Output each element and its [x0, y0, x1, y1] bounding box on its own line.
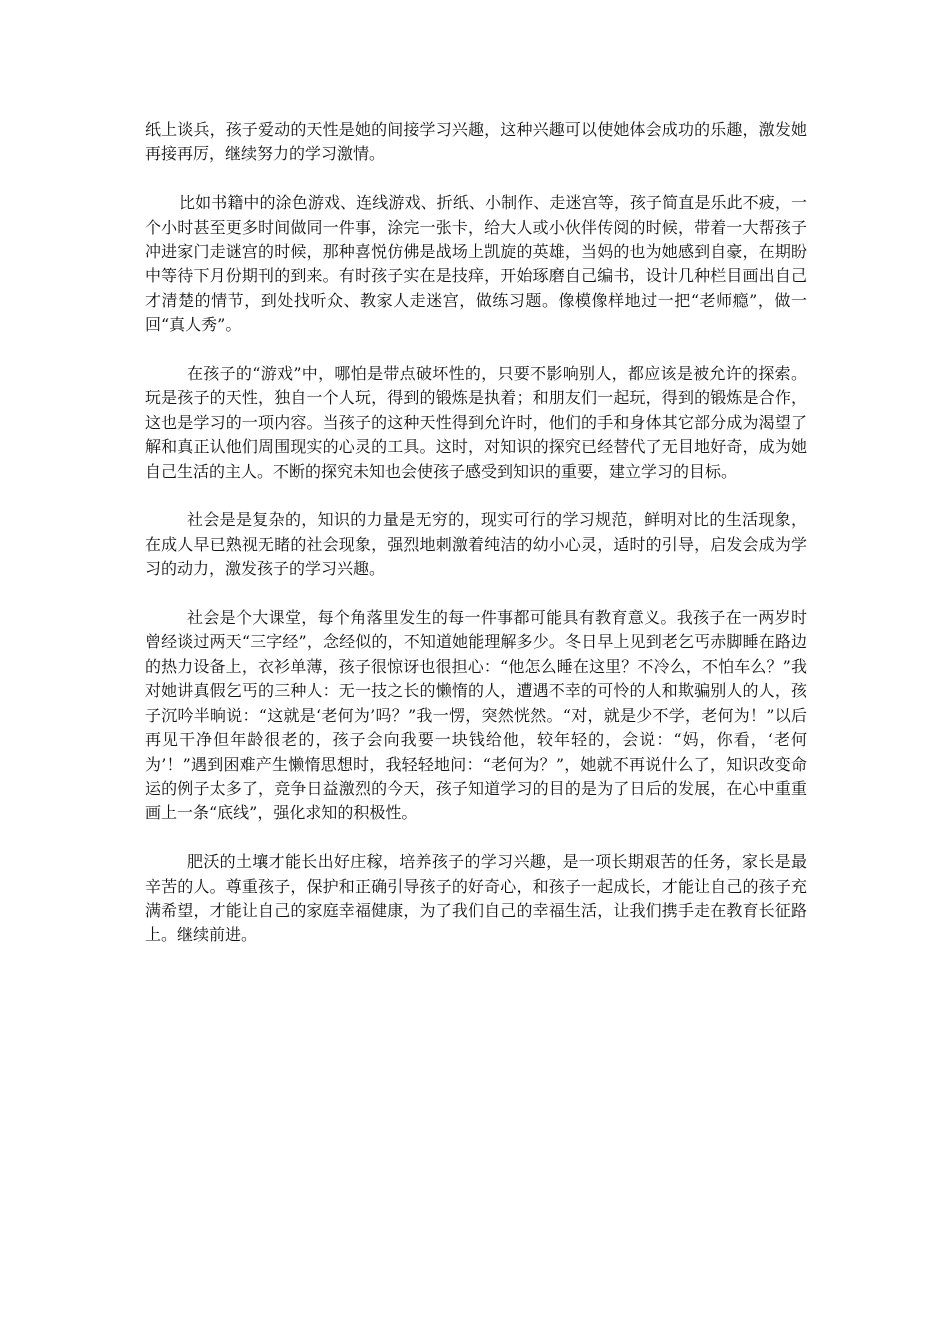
document-body — [145, 118, 807, 972]
paragraph-2: 比如书籍中的涂色游戏、连线游戏、折纸、小制作、走迷宫等，孩子简直是乐此不疲，一个小时甚至更多时间做同一件事，涂完一张卡，给大人或小伙伴传阅的时候，带着一大帮孩子冲进家门走谜宫的时候，那种喜悦仿佛是战场上凯旋的英雄，当妈的也为她感到自豪，在期盼中等待下月份期刊的到来。有时孩子实在是技痒，开始琢磨自己编书，设计几种栏目画出自己才清楚的情节，到处找听众、教家人走迷宫，做练习题。像模像样地过一把“老师瘾”，做一回“真人秀”。 — [145, 193, 807, 335]
paragraph-5: 社会是个大课堂，每个角落里发生的每一件事都可能具有教育意义。我孩子在一两岁时曾经谈过两天“三字经”，念经似的，不知道她能理解多少。冬日早上见到老乞丐赤脚睡在路边的热力设备上，衣衫单薄，孩子很惊讶也很担心：“他怎么睡在这里？不冷么，不怕车么？”我对她讲真假乞丐的三种人：无一技之长的懒惰的人，遭遇不幸的可怜的人和欺骗别人的人，孩子沉吟半晌说：“这就是‘老何为’吗？”我一愣，突然恍然。“对，就是少不学，老何为！”以后再见干净但年龄很老的，孩子会向我要一块钱给他，较年轻的，会说：“妈，你看，‘老何为’！”遇到困难产生懒惰思想时，我轻轻地问：“老何为？”，她就不再说什么了，知识改变命运的例子太多了，竞争日益激烈的今天，孩子知道学习的目的是为了日后的发展，在心中重重画上一条“底线”，强化求知的积极性。 — [145, 608, 807, 823]
paragraph-3: 在孩子的“游戏”中，哪怕是带点破坏性的，只要不影响别人，都应该是被允许的探索。玩是孩子的天性，独自一个人玩，得到的锻炼是执着；和朋友们一起玩，得到的锻炼是合作，这也是学习的一项内容。当孩子的这种天性得到允许时，他们的手和身体其它部分成为渴望了解和真正认他们周围现实的心灵的工具。这时，对知识的探究已经替代了无目地好奇，成为她自己生活的主人。不断的探究未知也会使孩子感受到知识的重要，建立学习的目标。 — [145, 364, 807, 481]
paragraph-1: 纸上谈兵，孩子爱动的天性是她的间接学习兴趣，这种兴趣可以使她体会成功的乐趣，激发她再接再厉，继续努力的学习激情。 — [145, 120, 807, 164]
paragraph-4: 社会是是复杂的，知识的力量是无穷的，现实可行的学习规范，鲜明对比的生活现象，在成人早已熟视无睹的社会现象，强烈地刺激着纯洁的幼小心灵，适时的引导，启发会成为学习的动力，激发孩子的学习兴趣。 — [145, 510, 807, 579]
paragraph-6: 肥沃的土壤才能长出好庄稼，培养孩子的学习兴趣，是一项长期艰苦的任务，家长是最辛苦的人。尊重孩子，保护和正确引导孩子的好奇心，和孩子一起成长，才能让自己的孩子充满希望，才能让自己的家庭幸福健康，为了我们自己的幸福生活，让我们携手走在教育长征路上。继续前进。 — [145, 852, 807, 945]
